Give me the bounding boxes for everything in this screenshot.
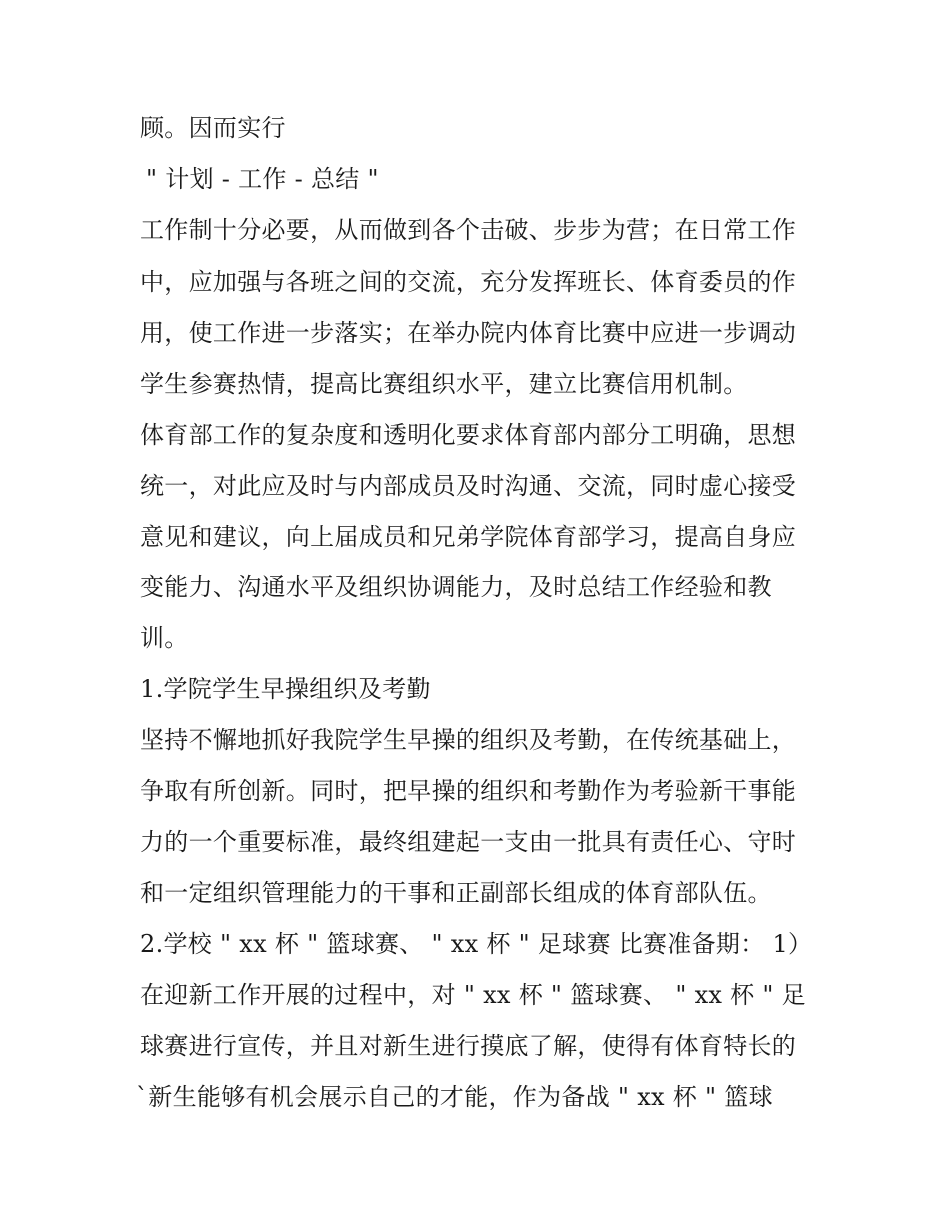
text-line: 和一定组织管理能力的干事和正副部长组成的体育部队伍。 (140, 879, 772, 907)
text-line: 工作制十分必要，从而做到各个击破、步步为营；在日常工作 (140, 216, 797, 244)
text-line: 用，使工作进一步落实；在举办院内体育比赛中应进一步调动 (140, 319, 797, 347)
text-line: 力的一个重要标准，最终组建起一支由一批具有责任心、守时 (140, 828, 797, 856)
text-line: 坚持不懈地抓好我院学生早操的组织及考勤，在传统基础上， (140, 726, 797, 754)
text-line: 顾。因而实行 (140, 114, 286, 142)
text-line: " 计划 - 工作 - 总结 " (146, 165, 379, 193)
section-heading: 2.学校 " xx 杯 " 篮球赛、 " xx 杯 " 足球赛 比赛准备期： 1） (140, 930, 813, 958)
text-line: 意见和建议，向上届成员和兄弟学院体育部学习，提高自身应 (140, 523, 797, 551)
text-line: 在迎新工作开展的过程中，对 " xx 杯 " 篮球赛、 " xx 杯 " 足 (140, 981, 806, 1009)
text-line: `新生能够有机会展示自己的才能，作为备战 " xx 杯 " 篮球 (136, 1083, 773, 1111)
text-line: 中，应加强与各班之间的交流，充分发挥班长、体育委员的作 (140, 268, 797, 296)
text-line: 争取有所创新。同时，把早操的组织和考勤作为考验新干事能 (140, 777, 797, 805)
text-line: 统一，对此应及时与内部成员及时沟通、交流，同时虚心接受 (140, 472, 797, 500)
text-line: 训。 (140, 624, 189, 652)
section-heading: 1.学院学生早操组织及考勤 (140, 675, 431, 703)
text-line: 学生参赛热情，提高比赛组织水平，建立比赛信用机制。 (140, 370, 748, 398)
text-line: 体育部工作的复杂度和透明化要求体育部内部分工明确，思想 (140, 421, 797, 449)
text-line: 变能力、沟通水平及组织协调能力，及时总结工作经验和教 (140, 573, 772, 601)
text-line: 球赛进行宣传，并且对新生进行摸底了解，使得有体育特长的 (140, 1032, 797, 1060)
